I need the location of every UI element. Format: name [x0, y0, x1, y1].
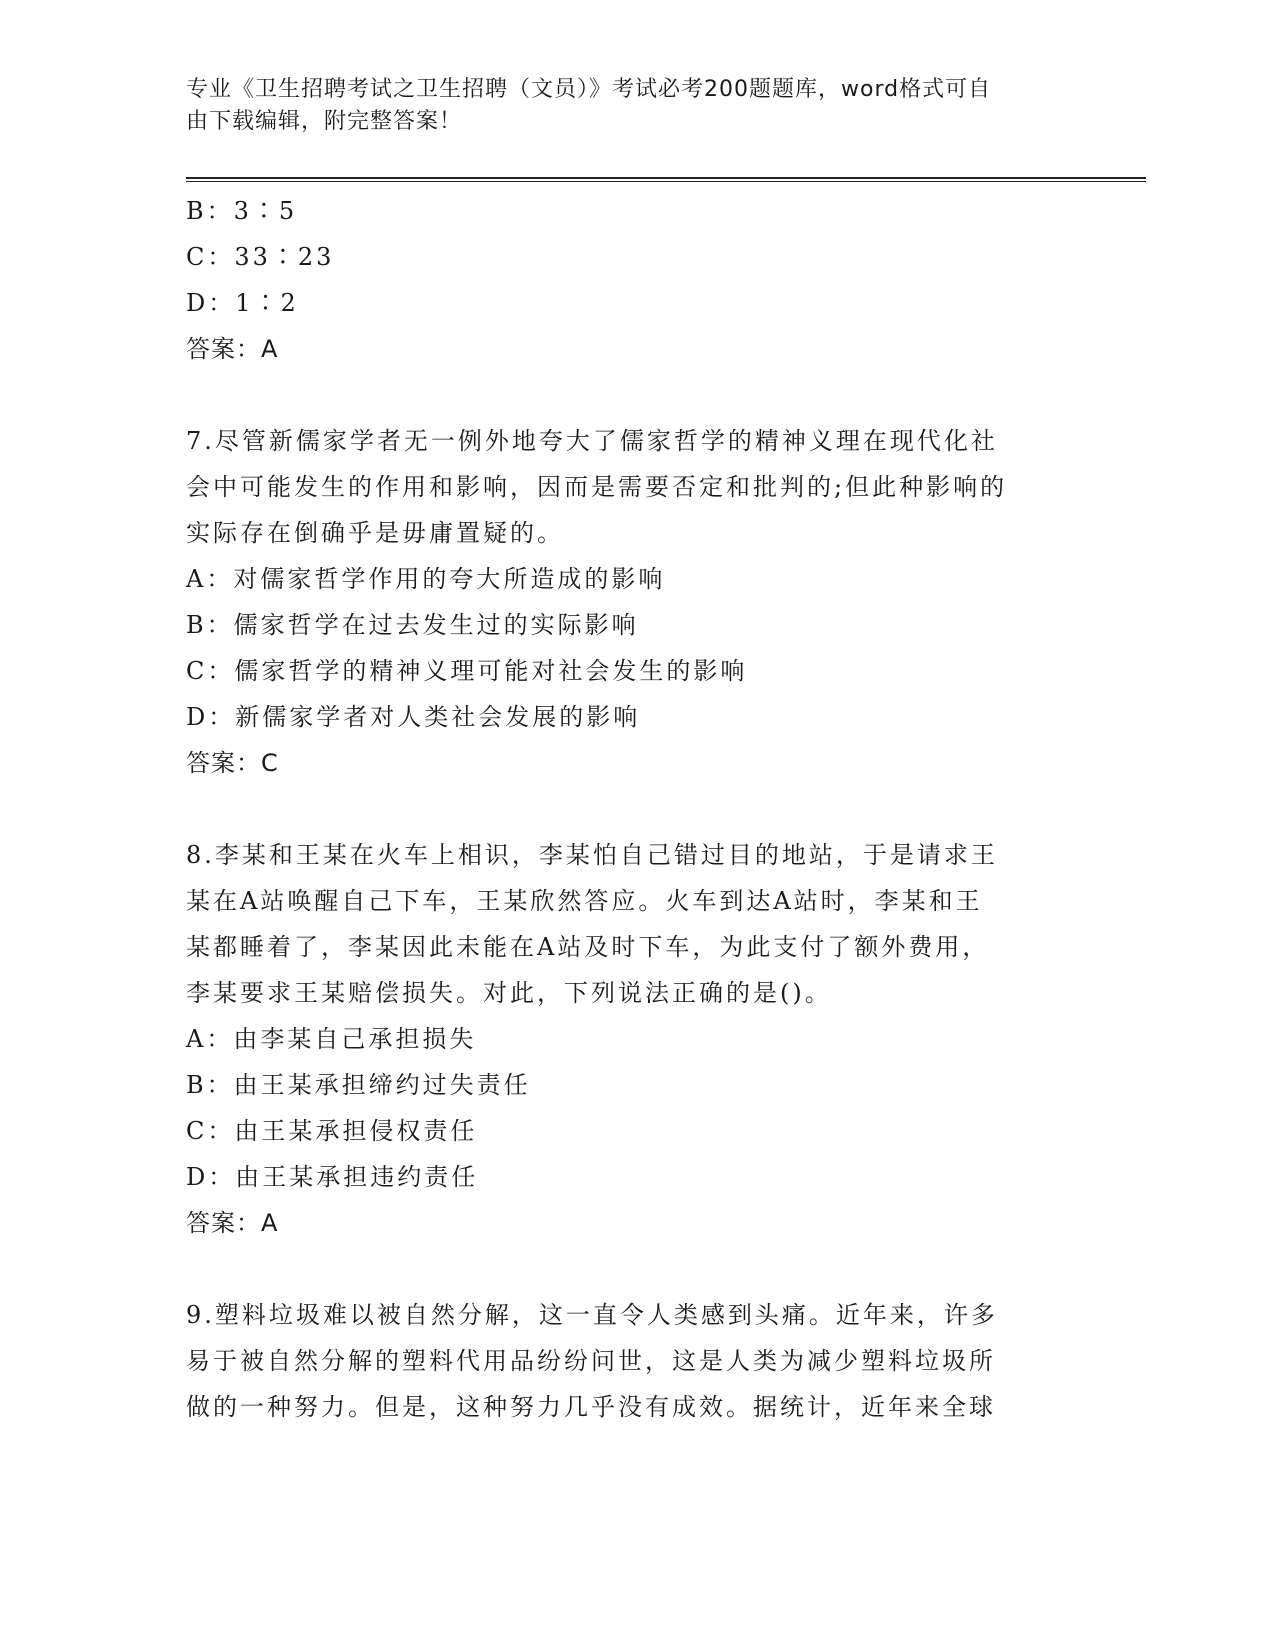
- option-a: A：由李某自己承担损失: [186, 1025, 477, 1053]
- page-header: [186, 74, 1066, 138]
- question-stem-line: 实际存在倒确乎是毋庸置疑的。: [186, 519, 564, 547]
- option-b: B：儒家哲学在过去发生过的实际影响: [186, 611, 639, 639]
- answer-line: 答案：A: [186, 1209, 279, 1237]
- question-7: [186, 418, 1066, 786]
- answer-line: 答案：C: [186, 749, 279, 777]
- spacer: [186, 786, 1066, 832]
- question-stem-line: 做的一种努力。但是，这种努力几乎没有成效。据统计，近年来全球: [186, 1393, 996, 1421]
- option-d: D：1∶2: [186, 289, 299, 317]
- option-c: C：33∶23: [186, 243, 335, 271]
- question-9: [186, 1292, 1066, 1430]
- option-b: B：3∶5: [186, 197, 298, 225]
- question-stem-line: 9.塑料垃圾难以被自然分解，这一直令人类感到头痛。近年来，许多: [186, 1301, 998, 1329]
- question-stem-line: 李某要求王某赔偿损失。对此，下列说法正确的是()。: [186, 979, 832, 1007]
- question-stem-line: 某都睡着了，李某因此未能在A站及时下车，为此支付了额外费用，: [186, 933, 990, 961]
- question-stem-line: 某在A站唤醒自己下车，王某欣然答应。火车到达A站时，李某和王: [186, 887, 983, 915]
- header-divider-thin: [186, 181, 1146, 182]
- header-divider-thick: [186, 177, 1146, 179]
- option-d: D：新儒家学者对人类社会发展的影响: [186, 703, 641, 731]
- question-stem-line: 会中可能发生的作用和影响，因而是需要否定和批判的;但此种影响的: [186, 473, 1008, 501]
- question-stem-line: 7.尽管新儒家学者无一例外地夸大了儒家哲学的精神义理在现代化社: [186, 427, 998, 455]
- option-b: B：由王某承担缔约过失责任: [186, 1071, 531, 1099]
- answer-line: 答案：A: [186, 335, 279, 363]
- question-stem-line: 易于被自然分解的塑料代用品纷纷问世，这是人类为减少塑料垃圾所: [186, 1347, 996, 1375]
- spacer: [186, 372, 1066, 418]
- question-stem-line: 8.李某和王某在火车上相识，李某怕自己错过目的地站，于是请求王: [186, 841, 998, 869]
- spacer: [186, 1246, 1066, 1292]
- question-6-continued: [186, 188, 1066, 372]
- question-8: [186, 832, 1066, 1246]
- header-line-2: 由下载编辑，附完整答案！: [186, 109, 463, 134]
- header-line-1: 专业《卫生招聘考试之卫生招聘（文员）》考试必考200题题库，word格式可自: [186, 77, 992, 102]
- option-c: C：儒家哲学的精神义理可能对社会发生的影响: [186, 657, 748, 685]
- document-body: [186, 188, 1066, 1430]
- option-d: D：由王某承担违约责任: [186, 1163, 479, 1191]
- option-a: A：对儒家哲学作用的夸大所造成的影响: [186, 565, 666, 593]
- option-c: C：由王某承担侵权责任: [186, 1117, 478, 1145]
